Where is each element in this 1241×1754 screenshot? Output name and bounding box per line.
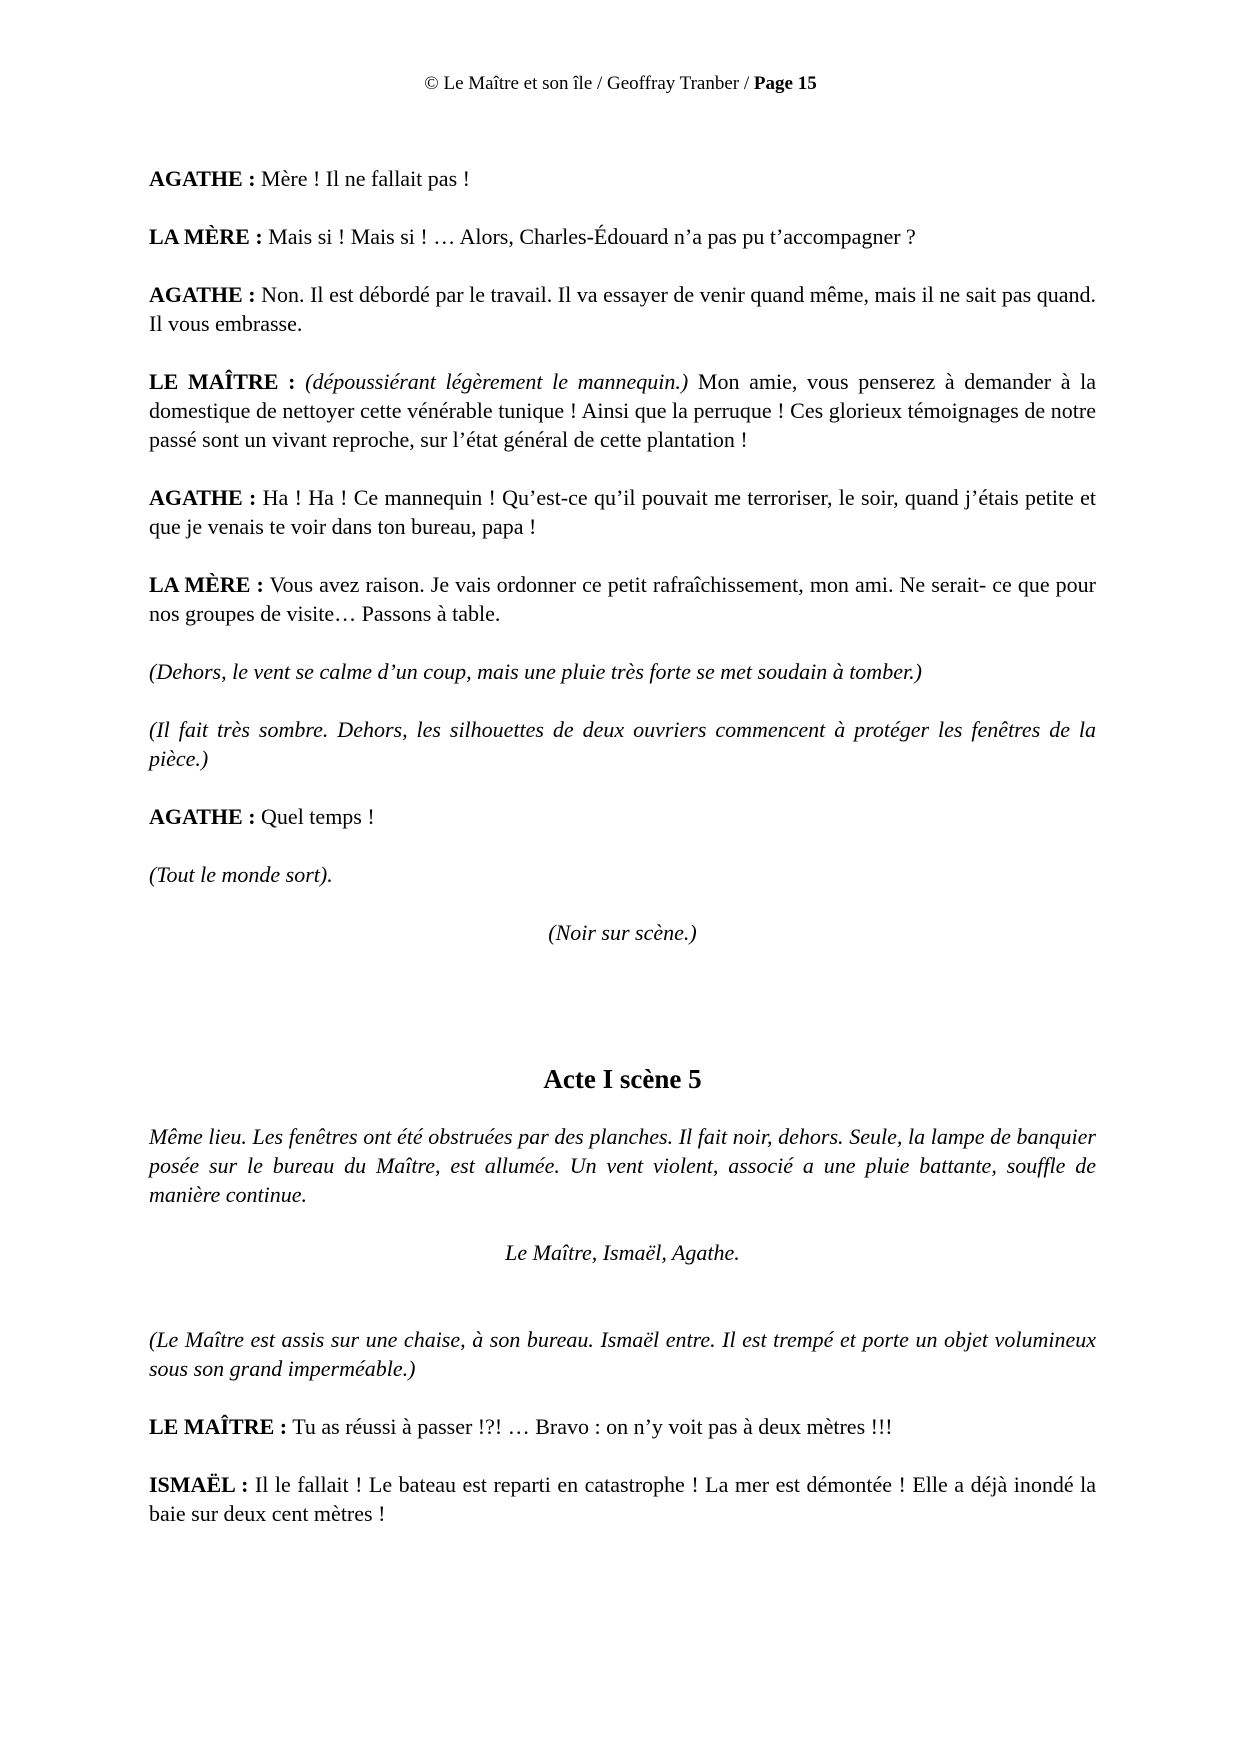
- dialogue-line: [149, 570, 1096, 628]
- script-body: [149, 164, 1096, 1557]
- stage-direction-centered: (Noir sur scène.): [548, 920, 697, 945]
- scene-title: Acte I scène 5: [543, 1064, 702, 1094]
- page-number: Page 15: [753, 73, 817, 94]
- dialogue-text: Tu as réussi à passer !?! … Bravo : on n’y voit pas à deux mètres !!!: [287, 1414, 893, 1439]
- speaker-name: LE MAÎTRE :: [149, 369, 296, 394]
- dialogue-line: [149, 1470, 1096, 1528]
- stage-direction: (Dehors, le vent se calme d’un coup, mais une pluie très forte se met soudain à tomber.): [149, 659, 922, 684]
- scene-characters: Le Maître, Ismaël, Agathe.: [505, 1240, 740, 1265]
- dialogue-line: [149, 164, 1096, 193]
- dialogue-line: [149, 802, 1096, 831]
- dialogue-text: Ha ! Ha ! Ce mannequin ! Qu’est-ce qu’il pouvait me terroriser, le soir, quand j’étais petite et que je venais te voir dans ton bureau, papa !: [149, 485, 1096, 539]
- scene-setting: Même lieu. Les fenêtres ont été obstruées par des planches. Il fait noir, dehors. Seule, la lampe de banquier posée sur le bureau du Maître, est allumée. Un vent violent, associé a une pluie battante, souffle de manière continue.: [149, 1124, 1096, 1207]
- speaker-name: LA MÈRE :: [149, 224, 263, 249]
- stage-direction: (Il fait très sombre. Dehors, les silhouettes de deux ouvriers commencent à protéger les fenêtres de la pièce.): [149, 717, 1096, 771]
- speaker-name: AGATHE :: [149, 485, 257, 510]
- stage-direction: (Tout le monde sort).: [149, 862, 333, 887]
- stage-direction: (Le Maître est assis sur une chaise, à son bureau. Ismaël entre. Il est trempé et porte un objet volumineux sous son grand imperméable.): [149, 1327, 1096, 1381]
- speaker-name: AGATHE :: [149, 166, 256, 191]
- dialogue-line: [149, 367, 1096, 454]
- dialogue-text: Il le fallait ! Le bateau est reparti en catastrophe ! La mer est démontée ! Elle a déjà inondé la baie sur deux cent mètres !: [149, 1472, 1096, 1526]
- dialogue-text: Vous avez raison. Je vais ordonner ce petit rafraîchissement, mon ami. Ne serait- ce que pour nos groupes de visite… Passons à table.: [149, 572, 1096, 626]
- speaker-name: AGATHE :: [149, 282, 256, 307]
- spacer: [149, 976, 1096, 1062]
- speaker-name: AGATHE :: [149, 804, 256, 829]
- dialogue-line: [149, 280, 1096, 338]
- dialogue-line: [149, 222, 1096, 251]
- dialogue-text: Non. Il est débordé par le travail. Il va essayer de venir quand même, mais il ne sait pas quand. Il vous embrasse.: [149, 282, 1096, 336]
- dialogue-text: Quel temps !: [255, 804, 375, 829]
- dialogue-line: [149, 1412, 1096, 1441]
- spacer: [149, 1296, 1096, 1325]
- dialogue-text: Mère ! Il ne fallait pas !: [255, 166, 470, 191]
- dialogue-line: [149, 483, 1096, 541]
- dialogue-text: Mais si ! Mais si ! … Alors, Charles-Édouard n’a pas pu t’accompagner ?: [262, 224, 916, 249]
- dialogue-text: Mon amie, vous penserez à demander à la domestique de nettoyer cette vénérable tunique ! Ainsi que la perruque ! Ces glorieux témoignages de notre passé sont un vivant reproche, sur l’état général de cette plantation !: [149, 369, 1096, 452]
- page-header: [0, 72, 1241, 96]
- speaker-name: LE MAÎTRE :: [149, 1414, 288, 1439]
- speaker-name: LA MÈRE :: [149, 572, 264, 597]
- stage-direction-inline: (dépoussiérant légèrement le mannequin.): [295, 369, 689, 394]
- speaker-name: ISMAËL :: [149, 1472, 249, 1497]
- header-text: © Le Maître et son île / Geoffray Tranber /: [424, 73, 754, 94]
